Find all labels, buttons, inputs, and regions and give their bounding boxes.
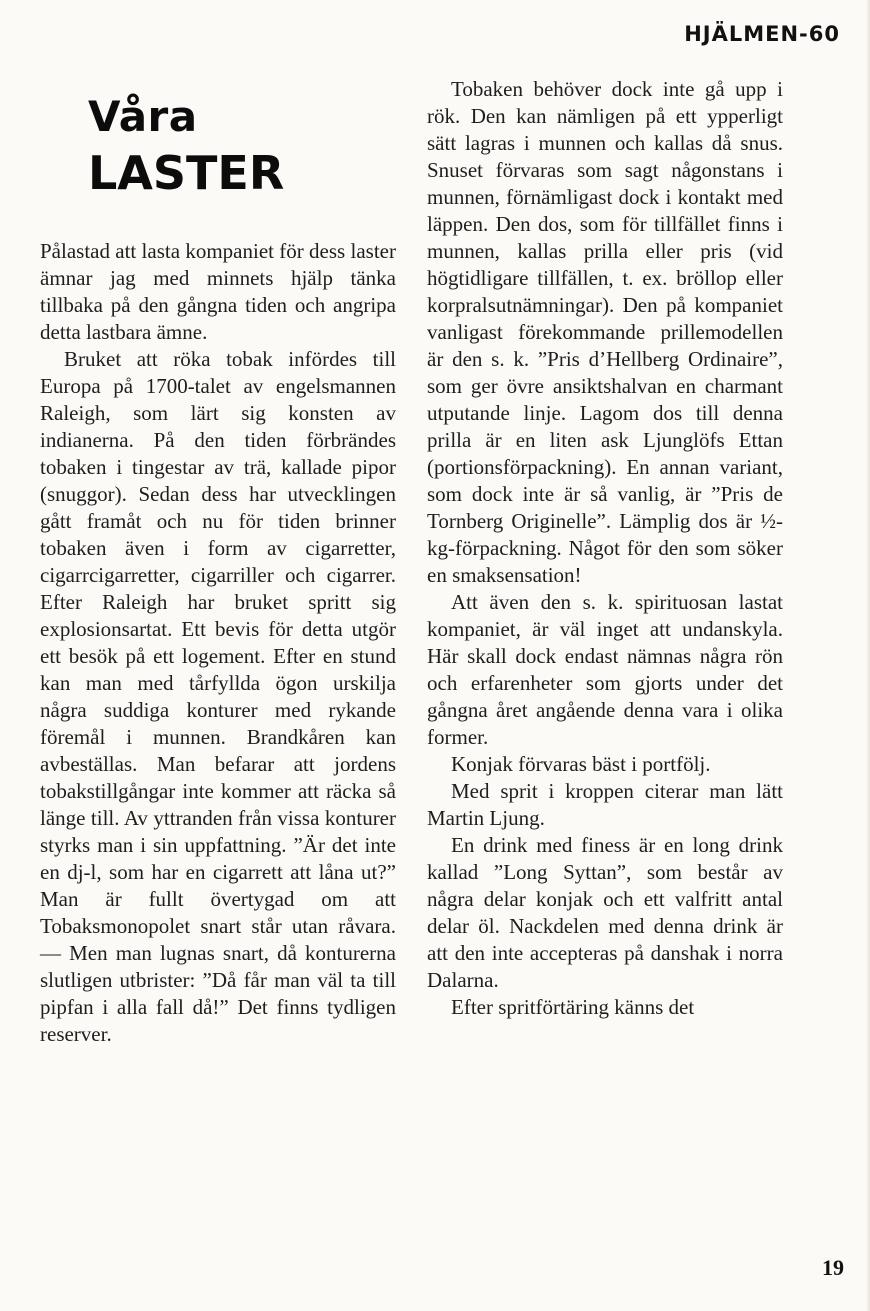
article-title (88, 92, 285, 200)
page-edge-shadow (866, 0, 870, 1311)
running-head: HJÄLMEN-60 (684, 22, 840, 46)
paragraph: Med sprit i kroppen citerar man lätt Martin Ljung. (427, 779, 783, 830)
article-title-line-2: LASTER (88, 146, 285, 200)
paragraph: Pålastad att lasta kompaniet för dess laster ämnar jag med minnets hjälp tänka tillbaka på den gångna tiden och angripa detta lastbara ämne. (40, 239, 396, 344)
paragraph: En drink med finess är en long drink kallad ”Long Syttan”, som består av några delar konjak och ett valfritt antal delar öl. Nackdelen med denna drink är att den inte accepteras på danshak i norra Dalarna. (427, 833, 783, 992)
paragraph: Konjak förvaras bäst i portfölj. (451, 752, 711, 776)
page-number: 19 (822, 1255, 844, 1280)
article-title-line-1: Våra (88, 92, 198, 141)
paragraph: Efter spritförtäring känns det (451, 995, 695, 1019)
paragraph: Bruket att röka tobak infördes till Europa på 1700-talet av engelsmannen Raleigh, som lärt sig konsten av indianerna. På den tiden förbrändes tobaken i tingestar av trä, kallade pipor (snuggor). Sedan dess har utvecklingen gått framåt och nu för tiden brinner tobaken även i form av cigarretter, cigarrcigarretter, cigarriller och cigarrer. Efter Raleigh har bruket spritt sig explosionsartat. Ett bevis för detta utgör ett besök på ett logement. Efter en stund kan man med tårfyllda ögon urskilja några suddiga konturer med rykande föremål i munnen. Brandkåren kan avbeställas. Man befarar att jordens tobakstillgångar inte kommer att räcka så länge till. Av yttranden från vissa konturer styrks man i sin uppfattning. ”Är det inte en dj-l, som har en cigarrett att låna ut?” Man är fullt övertygad om att Tobaksmonopolet snart står utan råvara. — Men man lugnas snart, då konturerna slutligen utbrister: ”Då får man väl ta till pipfan i alla fall då!” Det finns tydligen reserver. (40, 347, 396, 1046)
text-column-left (40, 238, 396, 1048)
paragraph: Att även den s. k. spirituosan lastat kompaniet, är väl inget att undanskyla. Här skall dock endast nämnas några rön och erfarenheter som gjorts under det gångna året angående denna vara i olika former. (427, 590, 783, 749)
paragraph: Tobaken behöver dock inte gå upp i rök. Den kan nämligen på ett ypperligt sätt lagras i munnen och kallas då snus. Snuset förvaras som sagt någonstans i munnen, förnämligast dock i kontakt med läppen. Den dos, som för tillfället finns i munnen, kallas prilla eller pris (vid högtidligare tillfällen, t. ex. bröllop eller korpralsutnämningar). Den på kompaniet vanligast förekommande prillemodellen är den s. k. ”Pris d’Hellberg Ordinaire”, som ger övre ansiktshalvan en charmant utputande linje. Lagom dos till denna prilla är en liten ask Ljunglöfs Ettan (portionsförpackning). En annan variant, som dock inte är så vanlig, är ”Pris de Tornberg Originelle”. Lämplig dos är ½-kg-förpackning. Något för den som söker en smaksensation! (427, 77, 783, 587)
text-column-right (427, 76, 783, 1021)
